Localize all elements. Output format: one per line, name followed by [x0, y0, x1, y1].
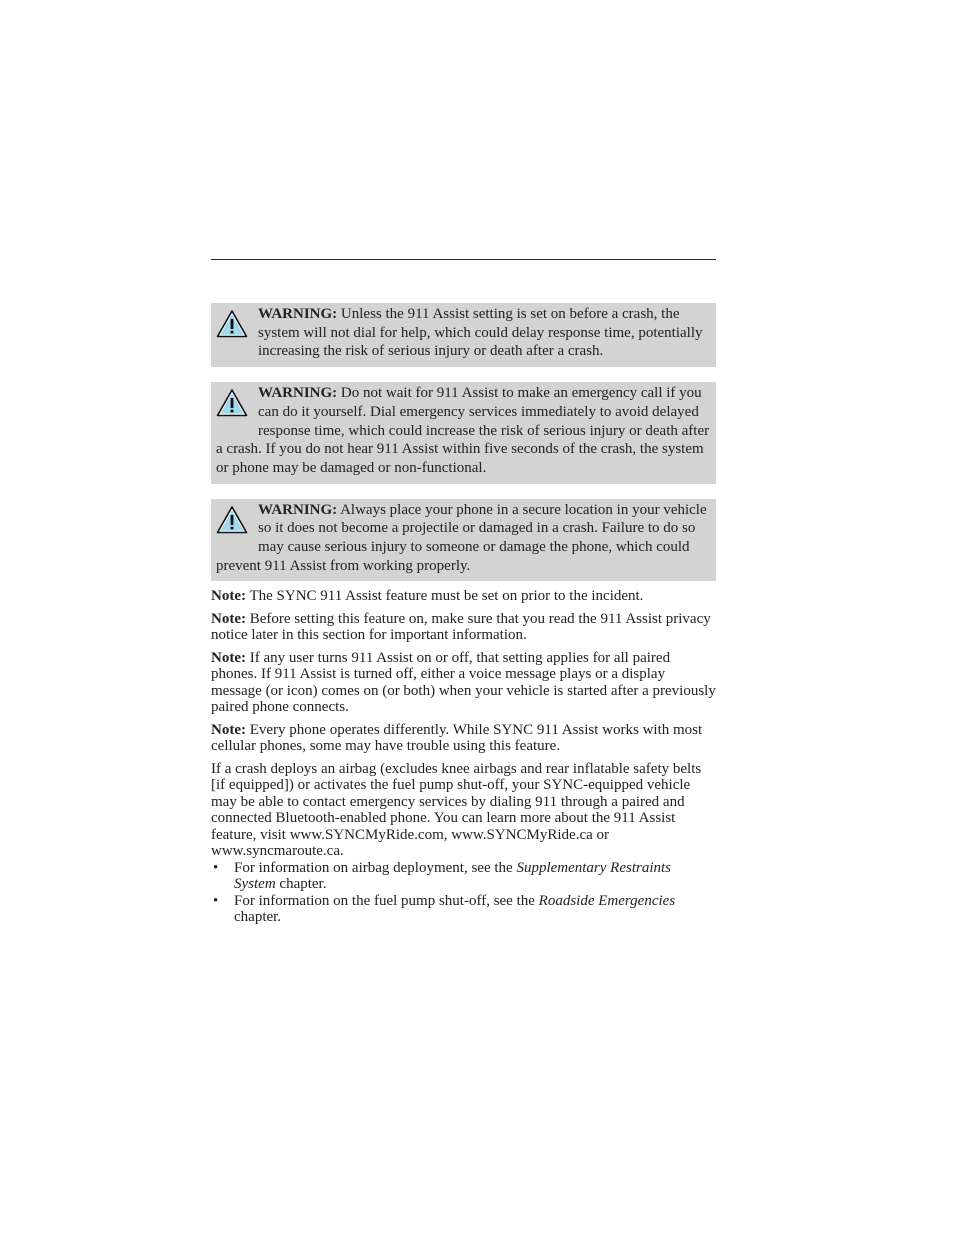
header-rule: [211, 259, 716, 260]
chapter-reference: Supplementary Restraints System: [234, 859, 672, 893]
warning-label: WARNING:: [258, 306, 338, 322]
note-text: Before setting this feature on, make sure that you read the 911 Assist privacy notice later in this section for important information.: [211, 610, 711, 644]
note-label: Note:: [211, 649, 246, 666]
note-label: Note:: [211, 588, 246, 605]
warning-box-2: [211, 382, 716, 484]
warning-text: Always place your phone in a secure location in your vehicle so it does not become a projectile or damaged in a crash. Failure to do so may cause serious injury to someone or damage the phone, which could prevent 911 Assist from working properly.: [216, 501, 707, 574]
note-text: The SYNC 911 Assist feature must be set on prior to the incident.: [245, 588, 644, 605]
note-label: Note:: [211, 721, 246, 738]
warning-triangle-icon: [216, 388, 248, 422]
bullet-marker: •: [213, 859, 219, 876]
page-content: [211, 303, 716, 926]
warning-triangle-icon: [216, 309, 248, 343]
warning-triangle-icon: [216, 505, 248, 539]
warning-label: WARNING:: [258, 501, 338, 518]
bullet-text-suffix: chapter.: [234, 909, 282, 926]
body-paragraph: If a crash deploys an airbag (excludes knee airbags and rear inflatable safety belts [if equipped]) or activates the fuel pump shut-off, your SYNC-equipped vehicle may be able to contact emergency services by dialing 911 through a paired and connected Bluetooth-enabled phone. You can learn more about the 911 Assist feature, visit www.SYNCMyRide.com, www.SYNCMyRide.ca or www.syncmaroute.ca.: [211, 760, 702, 860]
warning-text: Unless the 911 Assist setting is set on before a crash, the system will not dial for help, which could delay response time, potentially increasing the risk of serious injury or death after a crash.: [258, 306, 703, 360]
note-1: [211, 588, 716, 605]
warning-label: WARNING:: [258, 385, 338, 402]
note-text: If any user turns 911 Assist on or off, that setting applies for all paired phones. If 911 Assist is turned off, either a voice message plays or a display message (or icon) comes on (or both) when your vehicle is started after a previously paired phone connects.: [211, 649, 716, 716]
bullet-text: For information on the fuel pump shut-off, see the: [234, 892, 539, 909]
note-text: Every phone operates differently. While SYNC 911 Assist works with most cellular phones, some may have trouble using this feature.: [211, 721, 703, 755]
note-label: Note:: [211, 610, 246, 627]
warning-box-1: [211, 303, 716, 367]
list-item: [211, 893, 716, 926]
note-4: [211, 722, 716, 755]
bullet-list: [211, 860, 716, 926]
chapter-reference: Roadside Emergencies: [538, 892, 676, 909]
note-3: [211, 650, 716, 716]
warning-box-3: [211, 499, 716, 582]
warning-text: Do not wait for 911 Assist to make an emergency call if you can do it yourself. Dial emergency services immediately to avoid delayed response time, which could increase the risk of serious injury or death after a crash. If you do not hear 911 Assist within five seconds of the crash, the system or phone may be damaged or non-functional.: [216, 385, 710, 476]
list-item: [211, 860, 716, 893]
bullet-marker: •: [213, 892, 219, 909]
note-2: [211, 611, 716, 644]
bullet-text: For information on airbag deployment, see the: [234, 859, 517, 876]
bullet-text-suffix: chapter.: [275, 876, 327, 893]
